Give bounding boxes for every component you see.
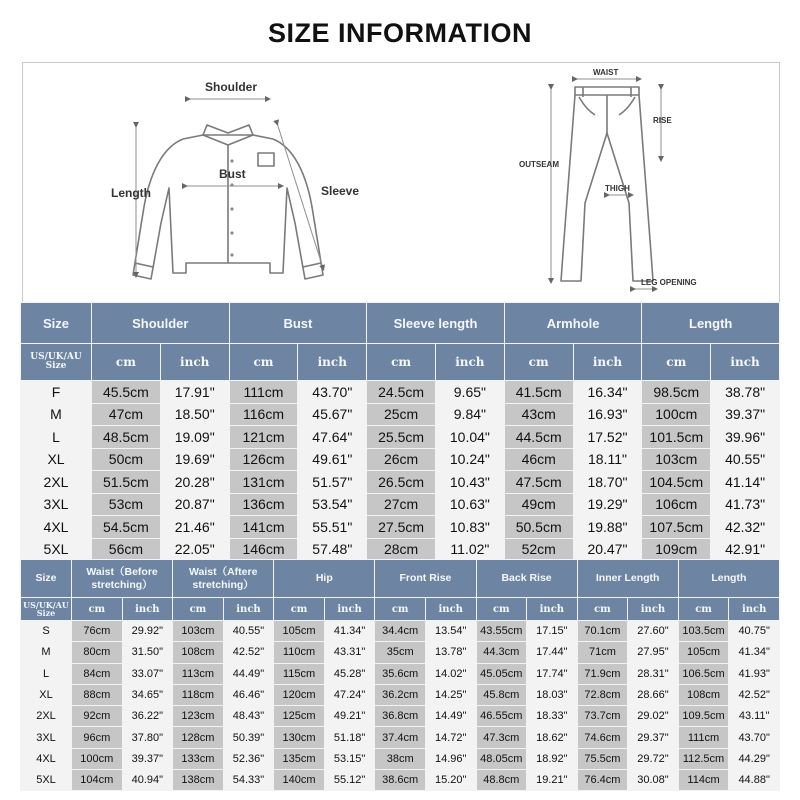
- cm-value-cell: 47.5cm: [505, 471, 573, 493]
- leg-opening-label: LEG OPENING: [641, 278, 697, 287]
- column-header: Back Rise: [477, 560, 577, 597]
- cm-value-cell: 128cm: [173, 727, 223, 747]
- cm-value-cell: 111cm: [679, 727, 729, 747]
- cm-value-cell: 48.5cm: [92, 426, 160, 448]
- inch-value-cell: 40.55": [224, 621, 274, 641]
- inch-value-cell: 27.60": [628, 621, 678, 641]
- cm-value-cell: 96cm: [72, 727, 122, 747]
- inch-value-cell: 13.54": [426, 621, 476, 641]
- region-size-label: Size: [45, 361, 67, 371]
- size-cell: L: [21, 664, 71, 684]
- unit-cm-header: cm: [477, 598, 527, 620]
- cm-value-cell: 113cm: [173, 664, 223, 684]
- column-header: Bust: [230, 303, 367, 343]
- inch-value-cell: 47.64": [298, 426, 366, 448]
- inch-value-cell: 52.36": [224, 749, 274, 769]
- cm-value-cell: 135cm: [274, 749, 324, 769]
- cm-value-cell: 43cm: [505, 404, 573, 426]
- cm-value-cell: 38.6cm: [375, 770, 425, 790]
- table-row: [21, 449, 779, 471]
- unit-inch-header: inch: [123, 598, 173, 620]
- inch-value-cell: 10.63": [436, 494, 504, 516]
- cm-value-cell: 101.5cm: [642, 426, 710, 448]
- column-header: Shoulder: [92, 303, 229, 343]
- inch-value-cell: 43.11": [729, 706, 779, 726]
- inch-value-cell: 57.48": [298, 539, 366, 561]
- inch-value-cell: 29.02": [628, 706, 678, 726]
- size-cell: M: [21, 642, 71, 662]
- cm-value-cell: 106cm: [642, 494, 710, 516]
- inch-value-cell: 41.73": [711, 494, 779, 516]
- size-cell: 5XL: [21, 770, 71, 790]
- cm-value-cell: 136cm: [230, 494, 298, 516]
- inch-value-cell: 11.02": [436, 539, 504, 561]
- inch-value-cell: 20.87": [161, 494, 229, 516]
- cm-value-cell: 35.6cm: [375, 664, 425, 684]
- size-cell: F: [21, 381, 91, 403]
- size-cell: M: [21, 404, 91, 426]
- unit-inch-header: inch: [325, 598, 375, 620]
- cm-value-cell: 43.55cm: [477, 621, 527, 641]
- cm-value-cell: 50.5cm: [505, 516, 573, 538]
- cm-value-cell: 75.5cm: [578, 749, 628, 769]
- column-header: Length: [642, 303, 779, 343]
- cm-value-cell: 98.5cm: [642, 381, 710, 403]
- shirt-measure-lines: [136, 99, 323, 275]
- size-cell: L: [21, 426, 91, 448]
- inch-value-cell: 28.66": [628, 685, 678, 705]
- cm-value-cell: 48.8cm: [477, 770, 527, 790]
- inch-value-cell: 53.54": [298, 494, 366, 516]
- unit-inch-header: inch: [527, 598, 577, 620]
- cm-value-cell: 56cm: [92, 539, 160, 561]
- cm-value-cell: 104cm: [72, 770, 122, 790]
- cm-value-cell: 70.1cm: [578, 621, 628, 641]
- inch-value-cell: 18.92": [527, 749, 577, 769]
- inch-value-cell: 50.39": [224, 727, 274, 747]
- inch-value-cell: 40.94": [123, 770, 173, 790]
- inch-value-cell: 9.65": [436, 381, 504, 403]
- unit-inch-header: inch: [711, 344, 779, 380]
- region-size-label: Size: [36, 608, 56, 618]
- cm-value-cell: 121cm: [230, 426, 298, 448]
- table-row: [21, 621, 779, 641]
- cm-value-cell: 46.55cm: [477, 706, 527, 726]
- cm-value-cell: 38cm: [375, 749, 425, 769]
- inch-value-cell: 17.15": [527, 621, 577, 641]
- size-cell: 4XL: [21, 749, 71, 769]
- unit-cm-header: cm: [367, 344, 435, 380]
- cm-value-cell: 88cm: [72, 685, 122, 705]
- shirt-unit-row: [21, 344, 779, 380]
- cm-value-cell: 37.4cm: [375, 727, 425, 747]
- inch-value-cell: 55.51": [298, 516, 366, 538]
- table-row: [21, 685, 779, 705]
- size-column-header: Size: [21, 303, 91, 343]
- bust-label: Bust: [219, 167, 246, 181]
- cm-value-cell: 27.5cm: [367, 516, 435, 538]
- cm-value-cell: 141cm: [230, 516, 298, 538]
- cm-value-cell: 100cm: [72, 749, 122, 769]
- inch-value-cell: 18.11": [574, 449, 642, 471]
- cm-value-cell: 100cm: [642, 404, 710, 426]
- cm-value-cell: 74.6cm: [578, 727, 628, 747]
- table-row: [21, 471, 779, 493]
- cm-value-cell: 115cm: [274, 664, 324, 684]
- cm-value-cell: 54.5cm: [92, 516, 160, 538]
- cm-value-cell: 45.5cm: [92, 381, 160, 403]
- table-row: [21, 381, 779, 403]
- unit-cm-header: cm: [505, 344, 573, 380]
- column-header: Armhole: [505, 303, 642, 343]
- cm-value-cell: 146cm: [230, 539, 298, 561]
- cm-value-cell: 105cm: [274, 621, 324, 641]
- table-row: [21, 770, 779, 790]
- cm-value-cell: 25.5cm: [367, 426, 435, 448]
- shirt-diagram: [133, 125, 323, 279]
- unit-cm-header: cm: [92, 344, 160, 380]
- inch-value-cell: 33.07": [123, 664, 173, 684]
- unit-cm-header: cm: [274, 598, 324, 620]
- cm-value-cell: 140cm: [274, 770, 324, 790]
- inch-value-cell: 43.70": [298, 381, 366, 403]
- inch-value-cell: 29.72": [628, 749, 678, 769]
- inch-value-cell: 30.08": [628, 770, 678, 790]
- pants-header-row: [21, 560, 779, 597]
- cm-value-cell: 25cm: [367, 404, 435, 426]
- inch-value-cell: 47.24": [325, 685, 375, 705]
- shirt-size-table: [20, 302, 780, 561]
- length-label: Length: [111, 186, 151, 200]
- cm-value-cell: 110cm: [274, 642, 324, 662]
- cm-value-cell: 71.9cm: [578, 664, 628, 684]
- region-size-header: [21, 598, 71, 620]
- cm-value-cell: 112.5cm: [679, 749, 729, 769]
- table-row: [21, 727, 779, 747]
- table-row: [21, 539, 779, 561]
- inch-value-cell: 14.25": [426, 685, 476, 705]
- cm-value-cell: 103.5cm: [679, 621, 729, 641]
- inch-value-cell: 39.37": [123, 749, 173, 769]
- inch-value-cell: 14.72": [426, 727, 476, 747]
- size-cell: 2XL: [21, 706, 71, 726]
- unit-inch-header: inch: [161, 344, 229, 380]
- inch-value-cell: 19.21": [527, 770, 577, 790]
- inch-value-cell: 18.03": [527, 685, 577, 705]
- inch-value-cell: 49.61": [298, 449, 366, 471]
- region-size-header: [21, 344, 91, 380]
- inch-value-cell: 41.34": [729, 642, 779, 662]
- inch-value-cell: 41.14": [711, 471, 779, 493]
- inch-value-cell: 20.47": [574, 539, 642, 561]
- size-cell: 2XL: [21, 471, 91, 493]
- inch-value-cell: 16.34": [574, 381, 642, 403]
- inch-value-cell: 29.37": [628, 727, 678, 747]
- cm-value-cell: 73.7cm: [578, 706, 628, 726]
- inch-value-cell: 19.09": [161, 426, 229, 448]
- size-cell: S: [21, 621, 71, 641]
- inch-value-cell: 39.37": [711, 404, 779, 426]
- table-row: [21, 642, 779, 662]
- inch-value-cell: 21.46": [161, 516, 229, 538]
- unit-cm-header: cm: [72, 598, 122, 620]
- inch-value-cell: 53.15": [325, 749, 375, 769]
- cm-value-cell: 53cm: [92, 494, 160, 516]
- unit-cm-header: cm: [173, 598, 223, 620]
- cm-value-cell: 103cm: [173, 621, 223, 641]
- cm-value-cell: 46cm: [505, 449, 573, 471]
- cm-value-cell: 123cm: [173, 706, 223, 726]
- inch-value-cell: 43.70": [729, 727, 779, 747]
- inch-value-cell: 44.29": [729, 749, 779, 769]
- cm-value-cell: 45.8cm: [477, 685, 527, 705]
- shirt-table-body: [21, 381, 779, 560]
- cm-value-cell: 116cm: [230, 404, 298, 426]
- cm-value-cell: 109cm: [642, 539, 710, 561]
- unit-cm-header: cm: [230, 344, 298, 380]
- inch-value-cell: 48.43": [224, 706, 274, 726]
- inch-value-cell: 55.12": [325, 770, 375, 790]
- shoulder-label: Shoulder: [205, 80, 258, 94]
- inch-value-cell: 36.22": [123, 706, 173, 726]
- cm-value-cell: 131cm: [230, 471, 298, 493]
- cm-value-cell: 34.4cm: [375, 621, 425, 641]
- inch-value-cell: 42.52": [224, 642, 274, 662]
- unit-cm-header: cm: [679, 598, 729, 620]
- inch-value-cell: 19.29": [574, 494, 642, 516]
- unit-inch-header: inch: [224, 598, 274, 620]
- size-column-header: Size: [21, 560, 71, 597]
- inch-value-cell: 10.43": [436, 471, 504, 493]
- measurement-diagrams: [23, 63, 781, 305]
- table-row: [21, 749, 779, 769]
- inch-value-cell: 44.88": [729, 770, 779, 790]
- cm-value-cell: 48.05cm: [477, 749, 527, 769]
- region-label: US/UK/AU: [23, 599, 69, 610]
- inch-value-cell: 42.52": [729, 685, 779, 705]
- cm-value-cell: 44.5cm: [505, 426, 573, 448]
- cm-value-cell: 26.5cm: [367, 471, 435, 493]
- size-cell: 4XL: [21, 516, 91, 538]
- cm-value-cell: 84cm: [72, 664, 122, 684]
- column-header: Waist（Before stretching）: [72, 560, 172, 597]
- inch-value-cell: 40.55": [711, 449, 779, 471]
- cm-value-cell: 114cm: [679, 770, 729, 790]
- inch-value-cell: 28.31": [628, 664, 678, 684]
- table-row: [21, 404, 779, 426]
- size-cell: XL: [21, 685, 71, 705]
- inch-value-cell: 18.70": [574, 471, 642, 493]
- pants-table-body: [21, 621, 779, 790]
- column-header: Front Rise: [375, 560, 475, 597]
- cm-value-cell: 76.4cm: [578, 770, 628, 790]
- cm-value-cell: 41.5cm: [505, 381, 573, 403]
- cm-value-cell: 24.5cm: [367, 381, 435, 403]
- inch-value-cell: 16.93": [574, 404, 642, 426]
- cm-value-cell: 49cm: [505, 494, 573, 516]
- cm-value-cell: 118cm: [173, 685, 223, 705]
- unit-inch-header: inch: [729, 598, 779, 620]
- unit-inch-header: inch: [426, 598, 476, 620]
- cm-value-cell: 76cm: [72, 621, 122, 641]
- cm-value-cell: 92cm: [72, 706, 122, 726]
- size-cell: 5XL: [21, 539, 91, 561]
- inch-value-cell: 34.65": [123, 685, 173, 705]
- cm-value-cell: 28cm: [367, 539, 435, 561]
- unit-inch-header: inch: [574, 344, 642, 380]
- cm-value-cell: 45.05cm: [477, 664, 527, 684]
- inch-value-cell: 9.84": [436, 404, 504, 426]
- inch-value-cell: 10.04": [436, 426, 504, 448]
- inch-value-cell: 41.93": [729, 664, 779, 684]
- cm-value-cell: 109.5cm: [679, 706, 729, 726]
- inch-value-cell: 31.50": [123, 642, 173, 662]
- unit-cm-header: cm: [375, 598, 425, 620]
- inch-value-cell: 20.28": [161, 471, 229, 493]
- cm-value-cell: 80cm: [72, 642, 122, 662]
- column-header: Inner Length: [578, 560, 678, 597]
- inch-value-cell: 17.44": [527, 642, 577, 662]
- inch-value-cell: 46.46": [224, 685, 274, 705]
- inch-value-cell: 18.62": [527, 727, 577, 747]
- inch-value-cell: 43.31": [325, 642, 375, 662]
- inch-value-cell: 45.67": [298, 404, 366, 426]
- inch-value-cell: 45.28": [325, 664, 375, 684]
- unit-cm-header: cm: [642, 344, 710, 380]
- inch-value-cell: 44.49": [224, 664, 274, 684]
- inch-value-cell: 13.78": [426, 642, 476, 662]
- inch-value-cell: 18.33": [527, 706, 577, 726]
- cm-value-cell: 107.5cm: [642, 516, 710, 538]
- inch-value-cell: 15.20": [426, 770, 476, 790]
- cm-value-cell: 50cm: [92, 449, 160, 471]
- pants-unit-row: [21, 598, 779, 620]
- inch-value-cell: 51.18": [325, 727, 375, 747]
- inch-value-cell: 10.24": [436, 449, 504, 471]
- table-row: [21, 706, 779, 726]
- inch-value-cell: 54.33": [224, 770, 274, 790]
- inch-value-cell: 29.92": [123, 621, 173, 641]
- page-title: SIZE INFORMATION: [268, 18, 532, 48]
- column-header: Waist（Aftere stretching）: [173, 560, 273, 597]
- cm-value-cell: 44.3cm: [477, 642, 527, 662]
- inch-value-cell: 51.57": [298, 471, 366, 493]
- unit-inch-header: inch: [298, 344, 366, 380]
- cm-value-cell: 133cm: [173, 749, 223, 769]
- table-row: [21, 664, 779, 684]
- inch-value-cell: 37.80": [123, 727, 173, 747]
- cm-value-cell: 71cm: [578, 642, 628, 662]
- table-row: [21, 516, 779, 538]
- inch-value-cell: 38.78": [711, 381, 779, 403]
- region-label: US/UK/AU: [30, 351, 82, 362]
- cm-value-cell: 103cm: [642, 449, 710, 471]
- cm-value-cell: 111cm: [230, 381, 298, 403]
- inch-value-cell: 10.83": [436, 516, 504, 538]
- cm-value-cell: 26cm: [367, 449, 435, 471]
- table-row: [21, 426, 779, 448]
- inch-value-cell: 17.91": [161, 381, 229, 403]
- unit-inch-header: inch: [628, 598, 678, 620]
- pants-size-table: [20, 559, 780, 791]
- inch-value-cell: 19.69": [161, 449, 229, 471]
- column-header: Length: [679, 560, 779, 597]
- size-cell: 3XL: [21, 494, 91, 516]
- cm-value-cell: 104.5cm: [642, 471, 710, 493]
- cm-value-cell: 108cm: [679, 685, 729, 705]
- rise-label: RISE: [653, 116, 672, 125]
- inch-value-cell: 17.74": [527, 664, 577, 684]
- column-header: Sleeve length: [367, 303, 504, 343]
- cm-value-cell: 120cm: [274, 685, 324, 705]
- cm-value-cell: 130cm: [274, 727, 324, 747]
- inch-value-cell: 22.05": [161, 539, 229, 561]
- inch-value-cell: 14.49": [426, 706, 476, 726]
- cm-value-cell: 36.2cm: [375, 685, 425, 705]
- cm-value-cell: 52cm: [505, 539, 573, 561]
- sleeve-label: Sleeve: [321, 184, 360, 198]
- cm-value-cell: 47.3cm: [477, 727, 527, 747]
- inch-value-cell: 42.91": [711, 539, 779, 561]
- inch-value-cell: 19.88": [574, 516, 642, 538]
- cm-value-cell: 27cm: [367, 494, 435, 516]
- cm-value-cell: 47cm: [92, 404, 160, 426]
- thigh-label: THIGH: [605, 184, 630, 193]
- inch-value-cell: 49.21": [325, 706, 375, 726]
- cm-value-cell: 126cm: [230, 449, 298, 471]
- size-cell: 3XL: [21, 727, 71, 747]
- inch-value-cell: 27.95": [628, 642, 678, 662]
- unit-cm-header: cm: [578, 598, 628, 620]
- cm-value-cell: 106.5cm: [679, 664, 729, 684]
- cm-value-cell: 72.8cm: [578, 685, 628, 705]
- inch-value-cell: 40.75": [729, 621, 779, 641]
- cm-value-cell: 125cm: [274, 706, 324, 726]
- cm-value-cell: 51.5cm: [92, 471, 160, 493]
- inch-value-cell: 14.96": [426, 749, 476, 769]
- unit-inch-header: inch: [436, 344, 504, 380]
- inch-value-cell: 41.34": [325, 621, 375, 641]
- table-row: [21, 494, 779, 516]
- outseam-label: OUTSEAM: [519, 160, 559, 169]
- cm-value-cell: 36.8cm: [375, 706, 425, 726]
- cm-value-cell: 138cm: [173, 770, 223, 790]
- inch-value-cell: 18.50": [161, 404, 229, 426]
- inch-value-cell: 39.96": [711, 426, 779, 448]
- cm-value-cell: 35cm: [375, 642, 425, 662]
- inch-value-cell: 14.02": [426, 664, 476, 684]
- inch-value-cell: 42.32": [711, 516, 779, 538]
- waist-label: WAIST: [593, 68, 619, 77]
- inch-value-cell: 17.52": [574, 426, 642, 448]
- column-header: Hip: [274, 560, 374, 597]
- shirt-header-row: [21, 303, 779, 343]
- size-cell: XL: [21, 449, 91, 471]
- cm-value-cell: 108cm: [173, 642, 223, 662]
- cm-value-cell: 105cm: [679, 642, 729, 662]
- measurement-diagram-panel: [22, 62, 780, 304]
